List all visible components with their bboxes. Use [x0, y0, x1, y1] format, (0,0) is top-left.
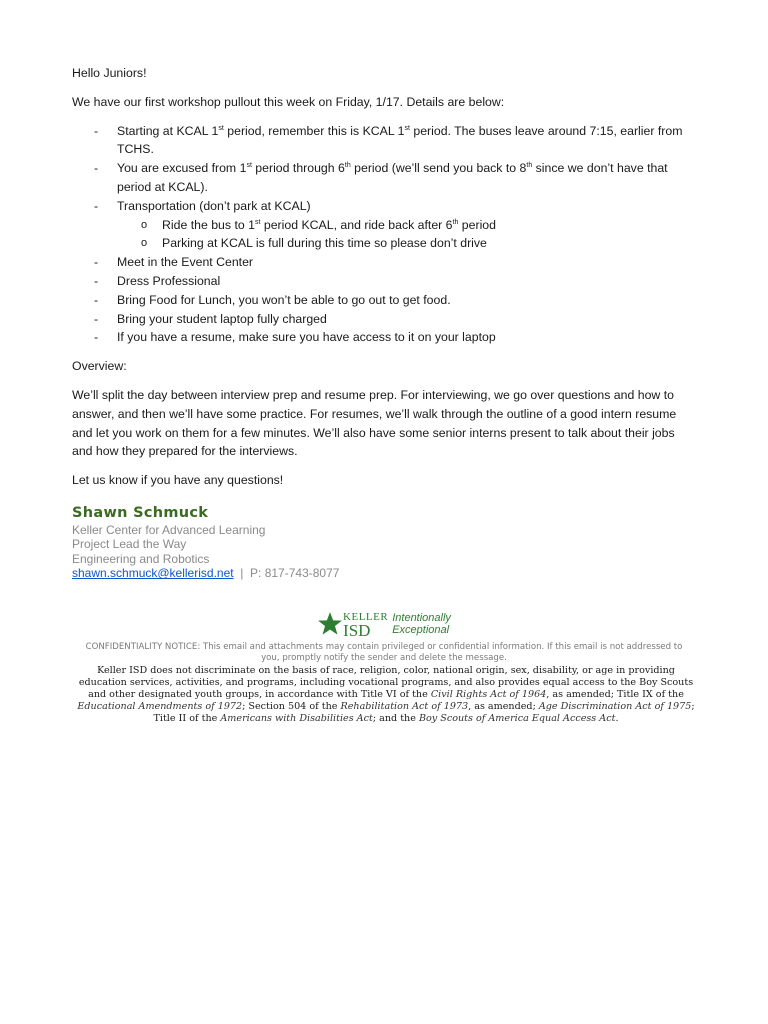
details-list: [72, 122, 696, 348]
bullet-marker: -: [94, 292, 99, 307]
list-item: - Transportation (don’t park at KCAL) o Ride the bus to 1st period KCAL, and ride back after 6th period o Parking at KCAL is full during this time so please don’t drive: [72, 197, 696, 253]
list-item: - Dress Professional: [72, 272, 696, 291]
sub-marker: o: [141, 218, 148, 231]
signature-program: Project Lead the Way: [72, 537, 187, 552]
signature-block: [72, 504, 696, 581]
list-item: - Starting at KCAL 1st period, remember this is KCAL 1st period. The buses leave around 7:15, earlier from TCHS.: [94, 123, 683, 157]
bullet-marker: -: [94, 311, 99, 326]
phone-number: P: 817-743-8077: [250, 566, 340, 581]
overview-paragraph: We’ll split the day between interview prep and resume prep. For interviewing, we go over questions and how to answer, and then we’ll have some practice. For resumes, we’ll walk through the outline of a good intern resume and let you work on them for a few minutes. We’ll also have some senior interns present to talk about their jobs and how they prepared for the interviews.: [72, 387, 677, 459]
email-footer: [72, 606, 696, 725]
bullet-marker: -: [94, 273, 99, 288]
transport-sublist: [117, 216, 696, 254]
greeting: Hello Juniors!: [72, 66, 147, 80]
signature-name: Shawn Schmuck: [72, 504, 209, 521]
list-item: - Meet in the Event Center: [72, 253, 696, 272]
sublist-item: o Ride the bus to 1st period KCAL, and ride back after 6th period: [117, 216, 696, 235]
bullet-marker: -: [94, 198, 99, 213]
star-icon: [317, 611, 343, 637]
list-item: - You are excused from 1st period through 6th period (we’ll send you back to 8th since we don’t have that period at KCAL).: [94, 161, 668, 194]
closing-line: Let us know if you have any questions!: [72, 473, 284, 488]
signature-contact: [72, 566, 696, 581]
nondiscrimination-statement: Keller ISD does not discriminate on the basis of race, religion, color, national origin, sex, disability, or age in providing education services, activities, and programs, including vocational programs, and also provides equal access to the Boy Scouts and other designated youth groups, in accordance with Title VI of the Civil Rights Act of 1964, as amended; Title IX of the Educational Amendments of 1972; Section 504 of the Rehabilitation Act of 1973, as amended; Age Discrimination Act of 1975; Title II of the Americans with Disabilities Act; and the Boy Scouts of America Equal Access Act.: [77, 665, 695, 724]
list-item: - If you have a resume, make sure you have access to it on your laptop: [72, 328, 696, 347]
signature-org: Keller Center for Advanced Learning: [72, 522, 266, 537]
bullet-marker: -: [94, 330, 99, 345]
signature-department: Engineering and Robotics: [72, 551, 210, 566]
list-item: - Bring your student laptop fully charged: [72, 310, 696, 329]
keller-isd-logo: KELLER ISD Intentionally Exceptional: [317, 606, 451, 642]
overview-heading: Overview:: [72, 359, 127, 374]
contact-separator: |: [233, 566, 251, 581]
bullet-marker: -: [94, 123, 99, 138]
sub-marker: o: [141, 237, 148, 250]
email-link[interactable]: shawn.schmuck@kellerisd.net: [72, 566, 234, 581]
confidentiality-notice: CONFIDENTIALITY NOTICE: This email and attachments may contain privileged or confidential information. If this email is not addressed to you, promptly notify the sender and delete the message.: [85, 642, 683, 663]
bullet-marker: -: [94, 255, 99, 270]
email-body: [72, 64, 696, 581]
list-item: - Bring Food for Lunch, you won’t be able to go out to get food.: [72, 291, 696, 310]
sublist-item: o Parking at KCAL is full during this time so please don’t drive: [117, 234, 696, 253]
bullet-marker: -: [94, 161, 99, 176]
intro-paragraph: We have our first workshop pullout this week on Friday, 1/17. Details are below:: [72, 94, 505, 109]
